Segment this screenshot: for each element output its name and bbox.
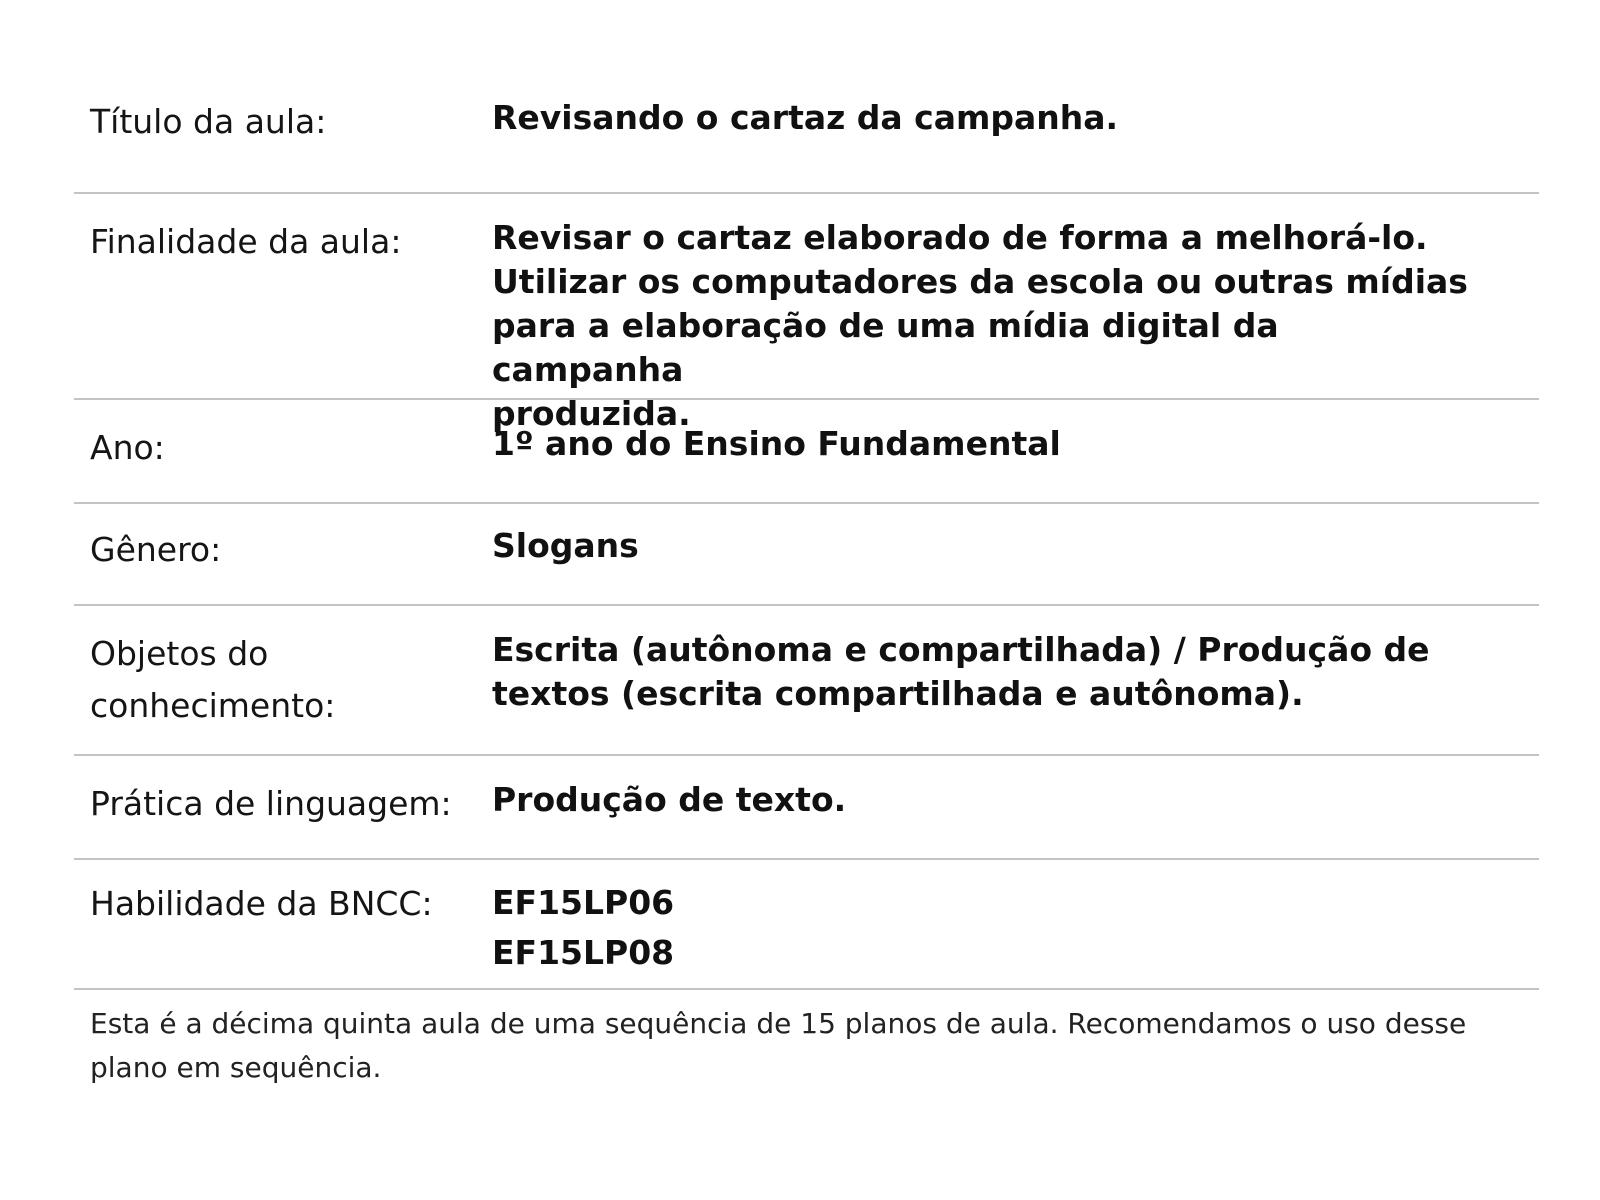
genre-value xyxy=(492,524,1539,568)
school-year-label: Ano: xyxy=(90,428,165,467)
language-practice-value xyxy=(492,778,1539,822)
knowledge-objects-line: textos (escrita compartilhada e autônoma). xyxy=(492,674,1304,713)
language-practice-line: Produção de texto. xyxy=(492,780,847,819)
knowledge-objects-label xyxy=(74,628,492,732)
bncc-skill-label: Habilidade da BNCC: xyxy=(90,884,433,923)
row-bncc-skill xyxy=(74,860,1539,990)
row-language-practice xyxy=(74,756,1539,860)
lesson-purpose-value xyxy=(492,216,1539,436)
genre-label: Gênero: xyxy=(90,530,222,569)
lesson-purpose-label: Finalidade da aula: xyxy=(90,222,402,261)
knowledge-objects-line: Escrita (autônoma e compartilhada) / Produção de xyxy=(492,630,1430,669)
sequence-note-line: plano em sequência. xyxy=(90,1051,382,1084)
bncc-skill-value xyxy=(492,878,1539,978)
school-year-line: 1º ano do Ensino Fundamental xyxy=(492,424,1061,463)
row-lesson-purpose xyxy=(74,194,1539,433)
lesson-title-value xyxy=(492,96,1539,140)
knowledge-objects-label-line: Objetos do xyxy=(90,634,269,673)
lesson-plan-table xyxy=(74,72,1539,1090)
lesson-purpose-line: para a elaboração de uma mídia digital da campanha xyxy=(492,306,1279,389)
lesson-purpose-line: produzida. xyxy=(492,394,691,433)
bncc-skill-code: EF15LP08 xyxy=(492,933,675,972)
bncc-skill-code: EF15LP06 xyxy=(492,883,675,922)
lesson-title-line: Revisando o cartaz da campanha. xyxy=(492,98,1119,137)
sequence-note xyxy=(74,990,1534,1090)
row-genre xyxy=(74,504,1539,606)
language-practice-label: Prática de linguagem: xyxy=(90,784,452,823)
lesson-title-label: Título da aula: xyxy=(90,102,327,141)
school-year-value xyxy=(492,422,1539,466)
knowledge-objects-label-line: conhecimento: xyxy=(90,686,336,725)
knowledge-objects-value xyxy=(492,628,1539,716)
lesson-purpose-line: Revisar o cartaz elaborado de forma a melhorá-lo. xyxy=(492,218,1428,257)
row-lesson-title xyxy=(74,72,1539,194)
sequence-note-line: Esta é a décima quinta aula de uma sequência de 15 planos de aula. Recomendamos o uso desse xyxy=(90,1007,1467,1040)
genre-line: Slogans xyxy=(492,526,639,565)
row-knowledge-objects xyxy=(74,606,1539,756)
lesson-purpose-line: Utilizar os computadores da escola ou outras mídias xyxy=(492,262,1468,301)
